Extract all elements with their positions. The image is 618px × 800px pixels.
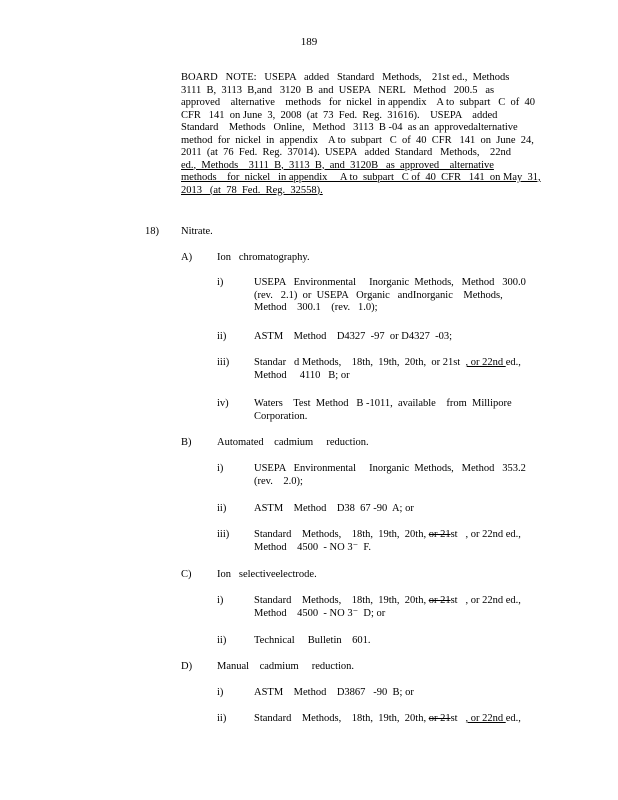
inserted-text: , or 22nd: [465, 713, 506, 724]
item-text-span: Standard Methods, 18th, 19th, 20th,: [254, 529, 429, 540]
item-text-span: st , or 22nd ed.,: [450, 529, 521, 540]
item-text: [254, 463, 534, 488]
board-note-line: CFR 141 on June 3, 2008 (at 73 Fed. Reg. 31616). USEPA added: [181, 109, 498, 121]
item-line: (rev. 2.0);: [254, 475, 303, 487]
subsection-title: Ion selectiveelectrode.: [217, 569, 317, 580]
item-line: [254, 713, 534, 726]
item-label: ii): [217, 331, 227, 342]
board-note-line: Standard Methods Online, Method 3113 B -04 as an approvedalternative: [181, 122, 518, 133]
item-line: USEPA Environmental Inorganic Methods, Method 300.0: [254, 277, 526, 288]
item-line: Waters Test Method B -1011, available from Millipore: [254, 398, 512, 409]
item-text-span: ed.,: [505, 357, 521, 368]
item-text: [254, 595, 534, 620]
item-line: [254, 595, 534, 608]
item-text-span: st , or 22nd ed.,: [450, 595, 521, 606]
item-label: i): [217, 595, 224, 606]
board-note: [181, 72, 540, 197]
item-label: ii): [217, 713, 227, 724]
item-text: [254, 277, 534, 315]
board-note-line: approved alternative methods for nickel in appendix A to subpart C of 40: [181, 97, 536, 108]
item-text: [254, 398, 534, 423]
item-line: Corporation.: [254, 410, 308, 422]
board-note-line: 3111 B, 3113 B,and 3120 B and USEPA NERL Method 200.5 as: [181, 84, 495, 96]
item-label: ii): [217, 503, 227, 514]
item-text: ASTM Method D3867 -90 B; or: [254, 687, 414, 698]
item-line: Method 300.1 (rev. 1.0);: [254, 302, 378, 313]
subsection-title: Manual cadmium reduction.: [217, 661, 355, 672]
deleted-text: or 21: [428, 713, 451, 724]
item-text: Technical Bulletin 601.: [254, 635, 371, 646]
item-text: ASTM Method D4327 -97 or D4327 -03;: [254, 331, 453, 342]
subsection-label: D): [181, 661, 193, 672]
subsection-label: B): [181, 437, 192, 448]
item-text-span: st: [450, 713, 466, 724]
subsection-label: C): [181, 569, 192, 580]
item-label: ii): [217, 635, 227, 646]
board-note-line: 2011 (at 76 Fed. Reg. 37014). USEPA added Standard Methods, 22nd: [181, 147, 511, 158]
item-text-span: Standard Methods, 18th, 19th, 20th,: [254, 595, 429, 606]
item-text: ASTM Method D38 67 -90 A; or: [254, 503, 414, 514]
item-label: iii): [217, 357, 230, 368]
section-number: 18): [145, 226, 159, 237]
item-label: i): [217, 687, 224, 698]
item-line: USEPA Environmental Inorganic Methods, Method 353.2: [254, 463, 526, 474]
item-line: Method 4500 - NO 3⁻ F.: [254, 541, 371, 553]
board-note-line: method for nickel in appendix A to subpart C of 40 CFR 141 on June 24,: [181, 134, 534, 146]
item-text-span: Standard Methods, 18th, 19th, 20th,: [254, 713, 429, 724]
item-text: [254, 357, 534, 382]
item-label: iii): [217, 529, 230, 540]
deleted-text: or 21: [428, 529, 451, 540]
inserted-text: , or 22nd: [465, 357, 506, 368]
item-line: Method 4500 - NO 3⁻ D; or: [254, 607, 386, 619]
deleted-text: or 21: [428, 595, 451, 606]
item-text: [254, 529, 534, 554]
board-note-line-added: methods for nickel in appendix A to subpart C of 40 CFR 141 on May 31,: [181, 172, 541, 183]
board-note-line-added: 2013 (at 78 Fed. Reg. 32558).: [181, 184, 323, 196]
item-label: i): [217, 277, 224, 288]
board-note-line-added: ed., Methods 3111 B, 3113 B, and 3120B as approved alternative: [181, 159, 494, 171]
subsection-title: Ion chromatography.: [217, 252, 310, 263]
page-number: 189: [300, 36, 318, 48]
subsection-label: A): [181, 252, 193, 263]
subsection-title: Automated cadmium reduction.: [217, 437, 369, 448]
item-text-span: Standar d Methods, 18th, 19th, 20th, or 21st: [254, 357, 466, 368]
item-text: [254, 713, 534, 726]
item-label: iv): [217, 398, 229, 409]
section-title: Nitrate.: [181, 226, 213, 237]
item-text-span: ed.,: [505, 713, 521, 724]
item-line: Method 4110 B; or: [254, 369, 350, 381]
item-line: [254, 357, 534, 370]
board-note-line: BOARD NOTE: USEPA added Standard Methods, 21st ed., Methods: [181, 72, 510, 83]
item-line: [254, 529, 534, 542]
item-label: i): [217, 463, 224, 474]
item-line: (rev. 2.1) or USEPA Organic andInorganic Methods,: [254, 289, 503, 301]
